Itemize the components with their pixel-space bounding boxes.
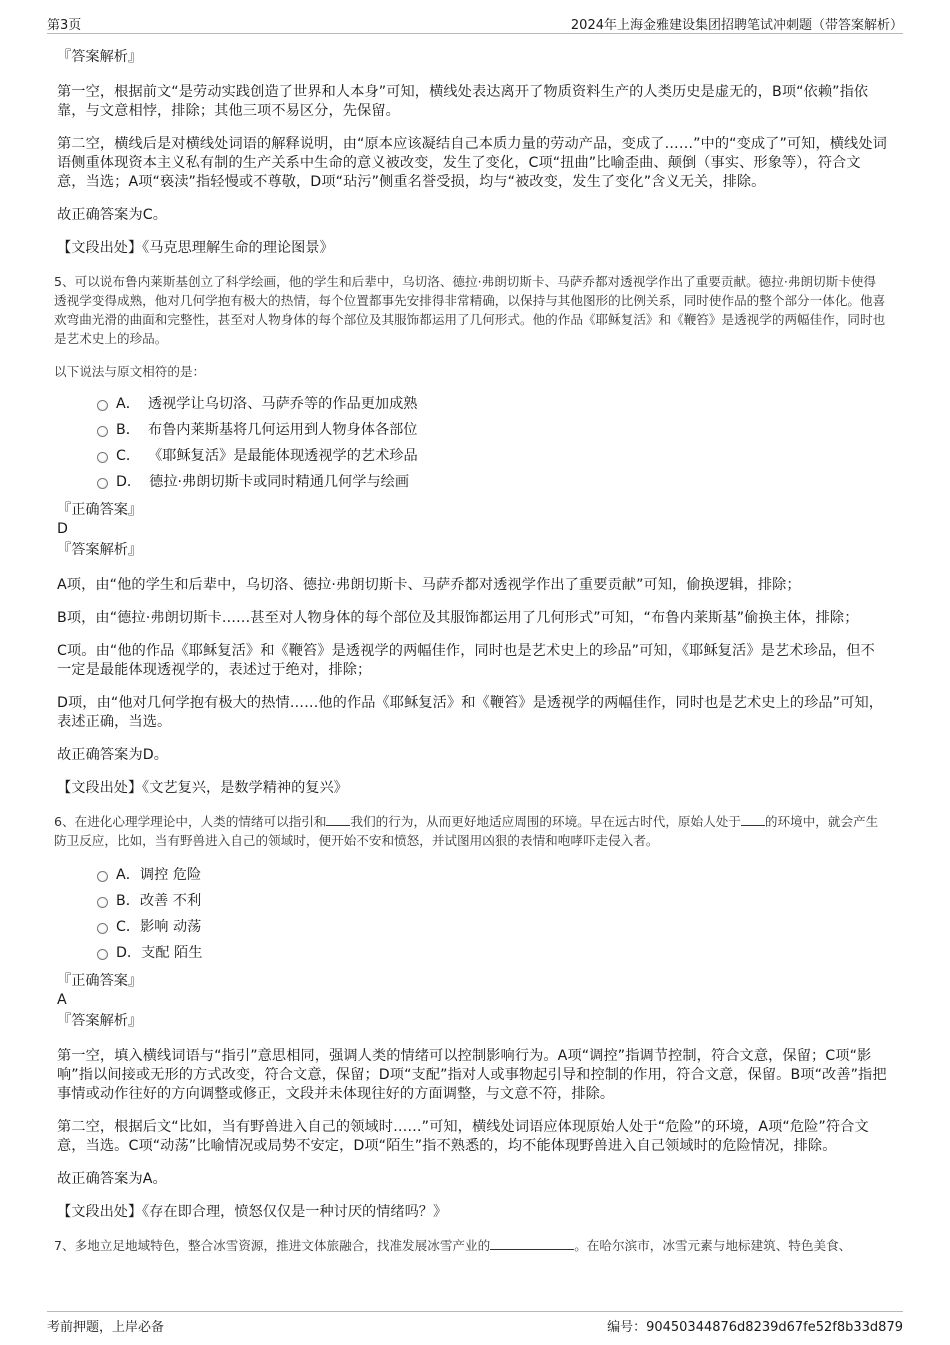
q5-option-c[interactable]: C． 《耶稣复活》是最能体现透视学的艺术珍品: [97, 447, 887, 473]
q6-analysis-p1: 第一空，填入横线词语与“指引”意思相同，强调人类的情绪可以控制影响行为。A项“调控”指调节控制，符合文意，保留；C项“影响”指以间接或无形的方式改变，符合文意，保留；D项“支配”指对人或事物起引导和控制的作用，符合文意，保留。B项“改善”指把事情或动作往好的方向调整或修正，文段并未体现往好的方面调整，与文意不符，排除。: [57, 1048, 887, 1102]
q6-option-c[interactable]: C． 影响 动荡: [97, 918, 887, 944]
q6-correct-label: 『正确答案』: [57, 973, 143, 989]
q6-option-a[interactable]: A． 调控 危险: [97, 866, 887, 892]
radio-icon[interactable]: [97, 871, 108, 882]
q4-analysis-label: 『答案解析』: [57, 49, 143, 65]
q5-analysis-b: B项，由“德拉·弗朗切斯卡……甚至对人物身体的每个部位及其服饰都运用了几何形式”可知，“布鲁内莱斯基”偷换主体，排除；: [57, 610, 859, 626]
q6-conclusion: 故正确答案为A。: [57, 1171, 167, 1187]
q5-options: [97, 395, 887, 499]
q4-source: 【文段出处】《马克思理解生命的理论图景》: [57, 240, 334, 256]
q4-analysis-p2: 第二空，横线后是对横线处词语的解释说明，由“原本应该凝结自己本质力量的劳动产品，变成了……”中的“变成了”可知，横线处词语侧重体现资本主义私有制的生产关系中生命的意义被改变，发生了变化，C项“扭曲”比喻歪曲、颠倒（事实、形象等），符合文意，当选；A项“亵渎”指轻慢或不尊敬，D项“玷污”侧重名誉受损，均与“被改变，发生了变化”含义无关，排除。: [57, 136, 887, 190]
q5-option-b[interactable]: B． 布鲁内莱斯基将几何运用到人物身体各部位: [97, 421, 887, 447]
q5-analysis-label: 『答案解析』: [57, 542, 143, 558]
document-title: 2024年上海金雅建设集团招聘笔试冲刺题（带答案解析）: [570, 18, 903, 33]
q4-conclusion: 故正确答案为C。: [57, 207, 168, 223]
page-header: [47, 12, 903, 34]
q5-source: 【文段出处】《文艺复兴，是数学精神的复兴》: [57, 780, 348, 796]
q5-prompt: 以下说法与原文相符的是：: [54, 364, 206, 379]
q6-analysis-label: 『答案解析』: [57, 1013, 143, 1029]
radio-icon[interactable]: [97, 426, 108, 437]
blank-line: [326, 812, 350, 826]
blank-line: [490, 1236, 574, 1250]
q6-stem: 6、在进化心理学理论中，人类的情绪可以指引和 我们的行为，从而更好地适应周围的环境。早在远古时代，原始人处于 的环境中，就会产生防卫反应，比如，当有野兽进入自己的领域时，便开始不安和愤怒，并试图用凶狠的表情和咆哮吓走侵入者。: [54, 814, 879, 848]
q6-option-d[interactable]: D． 支配 陌生: [97, 944, 887, 970]
q5-conclusion: 故正确答案为D。: [57, 747, 169, 763]
q6-source: 【文段出处】《存在即合理，愤怒仅仅是一种讨厌的情绪吗？》: [57, 1204, 448, 1220]
radio-icon[interactable]: [97, 923, 108, 934]
radio-icon[interactable]: [97, 949, 108, 960]
q5-correct-answer: D: [57, 521, 68, 537]
q6-options: [97, 866, 887, 970]
q6-correct-answer: A: [57, 992, 67, 1008]
footer-slogan: 考前押题，上岸必备: [47, 1320, 165, 1335]
q5-analysis-c: C项。由“他的作品《耶稣复活》和《鞭笞》是透视学的两幅佳作，同时也是艺术史上的珍品”可知，《耶稣复活》是艺术珍品，但不一定是最能体现透视学的，表述过于绝对，排除；: [57, 643, 875, 678]
q6-option-b[interactable]: B． 改善 不利: [97, 892, 887, 918]
q5-stem: 5、可以说布鲁内莱斯基创立了科学绘画，他的学生和后辈中，乌切洛、德拉·弗朗切斯卡、马萨乔都对透视学作出了重要贡献。德拉·弗朗切斯卡使得透视学变得成熟，他对几何学抱有极大的热情，每个位置都事先安排得非常精确，以保持与其他图形的比例关系，同时使作品的整个部分一体化。他喜欢弯曲光滑的曲面和完整性，甚至对人物身体的每个部位及其服饰都运用了几何形式。他的作品《耶稣复活》和《鞭笞》是透视学的两幅佳作，同时也是艺术史上的珍品。: [54, 274, 886, 346]
q5-option-d[interactable]: D． 德拉·弗朗切斯卡或同时精通几何学与绘画: [97, 473, 887, 499]
page-number: 第3页: [47, 18, 82, 33]
q4-analysis-p1: 第一空，根据前文“是劳动实践创造了世界和人本身”可知，横线处表达离开了物质资料生产的人类历史是虚无的，B项“依赖”指依靠，与文意相悖，排除；其他三项不易区分，先保留。: [57, 84, 869, 119]
radio-icon[interactable]: [97, 452, 108, 463]
q5-analysis-d: D项，由“他对几何学抱有极大的热情……他的作品《耶稣复活》和《鞭笞》是透视学的两幅佳作，同时也是艺术史上的珍品”可知，表述正确，当选。: [57, 695, 884, 730]
q5-correct-label: 『正确答案』: [57, 502, 143, 518]
page-footer: [47, 1311, 903, 1333]
q5-analysis-a: A项，由“他的学生和后辈中，乌切洛、德拉·弗朗切斯卡、马萨乔都对透视学作出了重要贡献”可知，偷换逻辑，排除；: [57, 577, 801, 593]
radio-icon[interactable]: [97, 478, 108, 489]
page-content: [54, 48, 887, 1265]
q6-analysis-p2: 第二空，根据后文“比如，当有野兽进入自己的领域时……”可知，横线处词语应体现原始人处于“危险”的环境，A项“危险”符合文意，当选。C项“动荡”比喻情况或局势不安定，D项“陌生”指不熟悉的，均不能体现野兽进入自己领域时的危险情况，排除。: [57, 1119, 869, 1154]
radio-icon[interactable]: [97, 897, 108, 908]
radio-icon[interactable]: [97, 400, 108, 411]
blank-line: [741, 812, 765, 826]
q7-stem: 7、多地立足地域特色，整合冰雪资源，推进文体旅融合，找准发展冰雪产业的 。在哈尔滨市，冰雪元素与地标建筑、特色美食、: [54, 1238, 852, 1253]
q5-option-a[interactable]: A． 透视学让乌切洛、马萨乔等的作品更加成熟: [97, 395, 887, 421]
footer-code: 编号：90450344876d8239d67fe52f8b33d879: [607, 1320, 903, 1335]
